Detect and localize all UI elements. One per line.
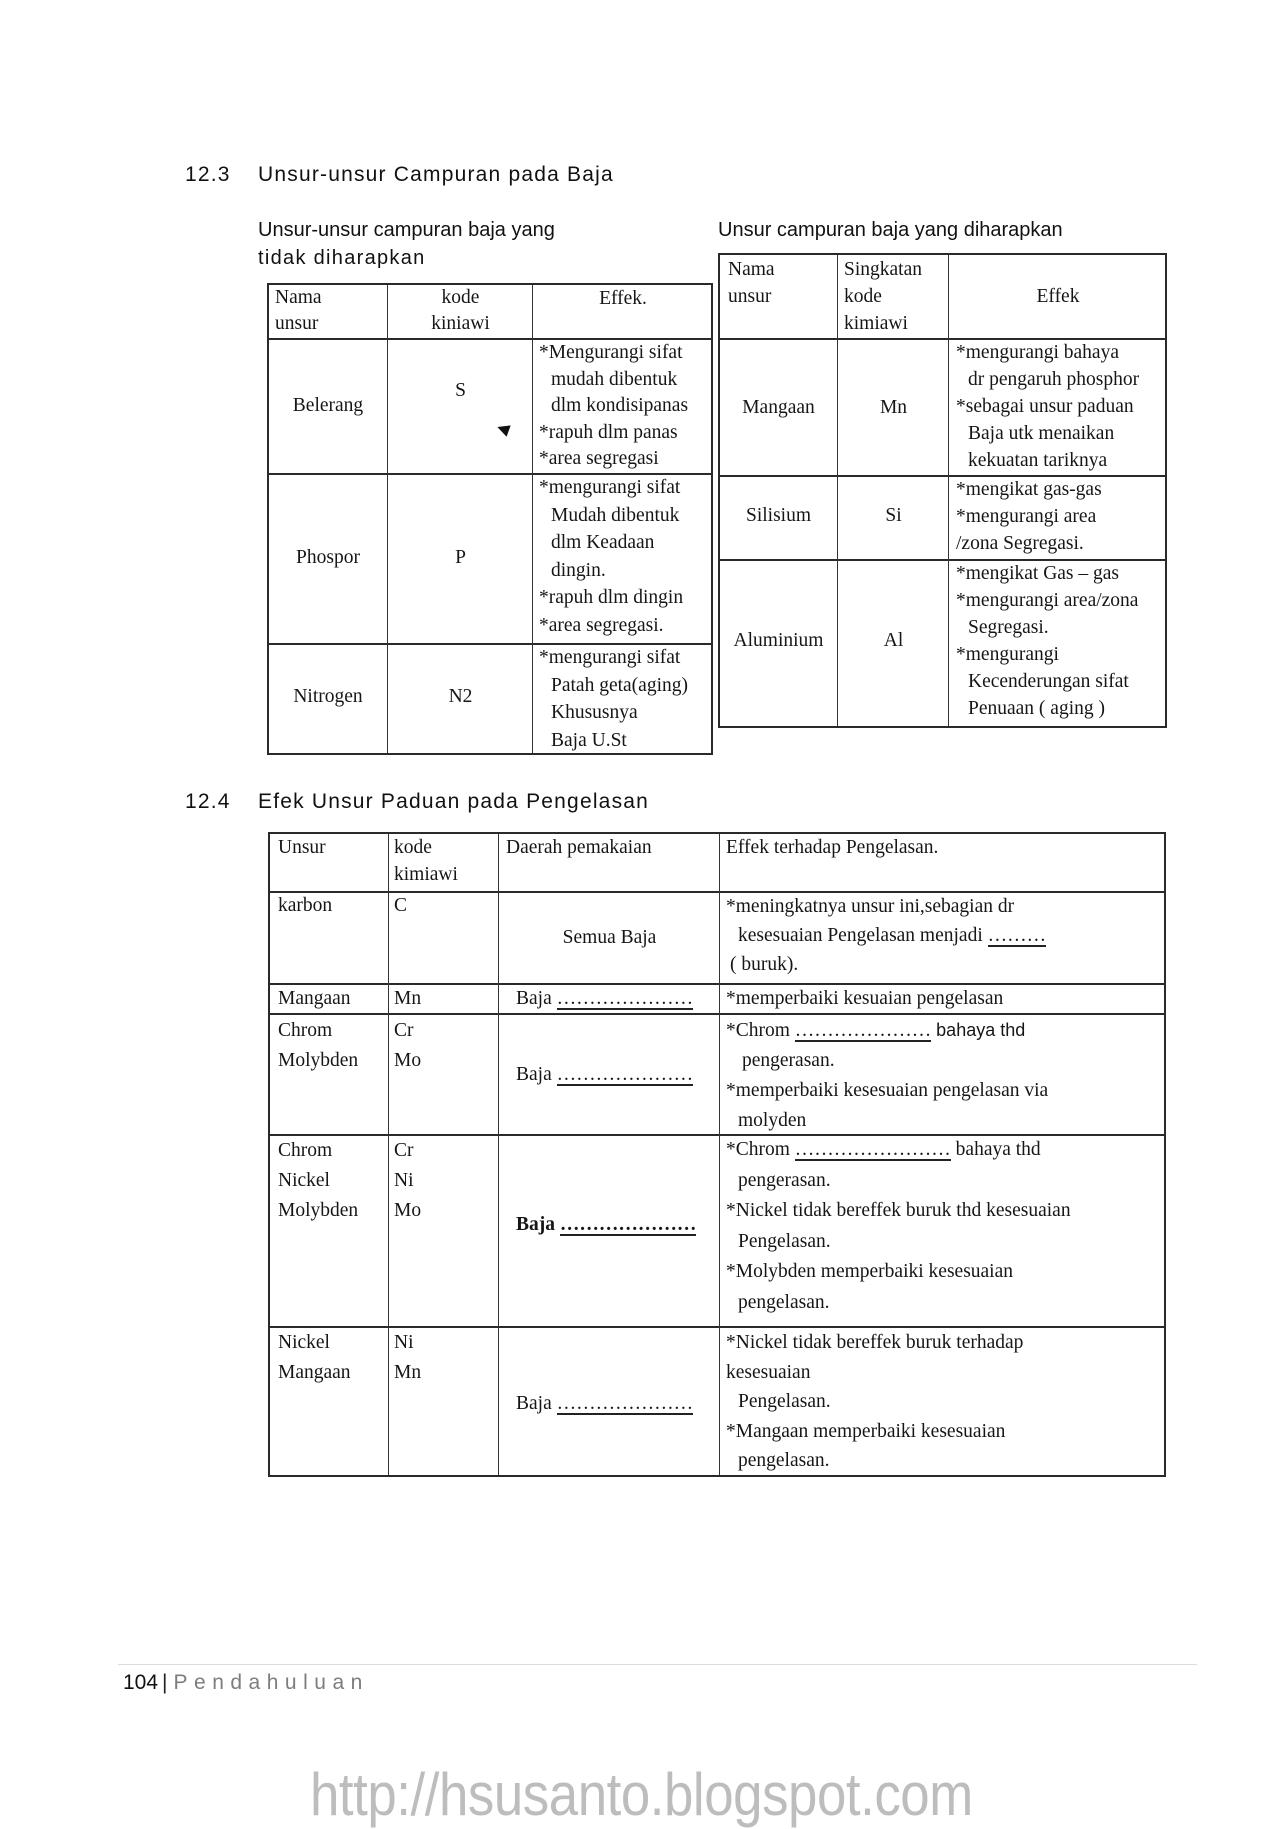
element-name: Silisium bbox=[745, 505, 812, 526]
fill-in-blank: …………………… bbox=[794, 1139, 951, 1160]
footer-divider bbox=[118, 1664, 1197, 1665]
fill-in-blank: ……… bbox=[987, 925, 1047, 946]
section-number-12-3: 12.3 bbox=[185, 163, 231, 186]
table-divider bbox=[498, 834, 499, 1475]
table-welding-effects bbox=[268, 832, 1166, 1477]
header-area: Daerah pemakaian bbox=[506, 837, 652, 858]
usage-area: Baja ………………… bbox=[516, 1214, 697, 1235]
table-divider bbox=[948, 255, 949, 726]
element-names: karbon bbox=[278, 895, 333, 916]
element-code: S bbox=[455, 380, 466, 401]
fill-in-blank: ………………… bbox=[559, 1214, 697, 1235]
element-effects: *mengurangi sifat Mudah dibentuk dlm Keadaan dingin. *rapuh dlm dingin *area segregasi. bbox=[539, 477, 684, 636]
element-effects: *mengurangi sifat Patah geta(aging) Khususnya Baja U.St bbox=[539, 647, 688, 751]
welding-effects: *Chrom …………………… bahaya thd pengerasan. *Nickel tidak bereffek buruk thd kesesuaian Pengelasan. *Molybden memperbaiki kesesuaian pengelasan. bbox=[726, 1139, 1071, 1313]
header-name: Nama unsur bbox=[728, 259, 775, 307]
section-number-12-4: 12.4 bbox=[185, 790, 231, 813]
element-name: Aluminium bbox=[733, 630, 824, 651]
header-code: Singkatan kode kimiawi bbox=[844, 259, 922, 334]
caption-desired: Unsur campuran baja yang diharapkan bbox=[718, 219, 1063, 241]
welding-effects: *Chrom ………………… bahaya thd pengerasan. *memperbaiki kesesuaian pengelasan via molyden bbox=[726, 1020, 1049, 1131]
fill-in-blank: ………………… bbox=[556, 988, 694, 1009]
element-code: Si bbox=[885, 505, 902, 526]
table-divider bbox=[388, 834, 389, 1475]
element-codes: Ni Mn bbox=[394, 1332, 422, 1383]
header-effect: Effek. bbox=[599, 288, 647, 309]
table-undesired-elements bbox=[267, 283, 713, 755]
header-effect: Effek bbox=[1036, 286, 1080, 307]
element-codes: Mn bbox=[394, 988, 422, 1009]
welding-effects: *memperbaiki kesuaian pengelasan bbox=[726, 988, 1004, 1009]
fill-in-blank: ………………… bbox=[556, 1064, 694, 1085]
element-codes: Cr Mo bbox=[394, 1020, 422, 1071]
footer-separator: | bbox=[162, 1671, 168, 1694]
page-number: 104 bbox=[123, 1671, 159, 1694]
chapter-name: Pendahuluan bbox=[173, 1671, 369, 1694]
element-name: Phospor bbox=[296, 547, 360, 568]
section-title-12-3: Unsur-unsur Campuran pada Baja bbox=[258, 163, 614, 186]
welding-effects: *meningkatnya unsur ini,sebagian dr kesesuaian Pengelasan menjadi ……… ( buruk). bbox=[726, 896, 1047, 975]
section-title-12-4: Efek Unsur Paduan pada Pengelasan bbox=[258, 790, 650, 813]
header-code: kode kimiawi bbox=[394, 837, 458, 885]
element-code: Al bbox=[883, 630, 904, 651]
header-name: Nama unsur bbox=[275, 287, 322, 334]
cursor-arrow-icon bbox=[495, 421, 510, 436]
element-code: N2 bbox=[448, 686, 473, 707]
element-effects: *mengikat Gas – gas *mengurangi area/zona Segregasi. *mengurangi Kecenderungan sifat Penuaan ( aging ) bbox=[956, 563, 1139, 719]
fill-in-blank: ………………… bbox=[556, 1393, 694, 1414]
element-code: P bbox=[455, 547, 466, 568]
element-codes: Cr Ni Mo bbox=[394, 1140, 422, 1221]
element-names: Chrom Nickel Molybden bbox=[278, 1140, 359, 1221]
element-effects: *mengikat gas-gas *mengurangi area /zona Segregasi. bbox=[956, 479, 1102, 554]
caption-undesired-line1: Unsur-unsur campuran baja yang bbox=[258, 219, 555, 241]
table-divider bbox=[532, 285, 533, 753]
usage-area: Baja ………………… bbox=[516, 988, 694, 1009]
usage-area: Baja ………………… bbox=[516, 1064, 694, 1085]
table-divider bbox=[387, 285, 388, 753]
welding-effects: *Nickel tidak bereffek buruk terhadap kesesuaian Pengelasan. *Mangaan memperbaiki kesesuaian pengelasan. bbox=[726, 1332, 1024, 1471]
table-desired-elements bbox=[718, 253, 1167, 728]
caption-undesired bbox=[258, 216, 555, 272]
element-codes: C bbox=[394, 895, 408, 916]
table-divider bbox=[837, 255, 838, 726]
element-effects: *mengurangi bahaya dr pengaruh phosphor *sebagai unsur paduan Baja utk menaikan kekuatan tariknya bbox=[956, 342, 1140, 471]
element-code: Mn bbox=[879, 397, 908, 418]
caption-undesired-line2: tidak diharapkan bbox=[258, 247, 426, 269]
page-footer bbox=[123, 1671, 369, 1695]
fill-in-blank: ………………… bbox=[794, 1020, 932, 1041]
element-name: Mangaan bbox=[742, 397, 815, 418]
header-element: Unsur bbox=[278, 837, 326, 858]
element-effects: *Mengurangi sifat mudah dibentuk dlm kondisipanas *rapuh dlm panas *area segregasi bbox=[539, 342, 689, 469]
usage-area: Baja ………………… bbox=[516, 1393, 694, 1414]
element-names: Mangaan bbox=[278, 988, 351, 1009]
element-names: Chrom Molybden bbox=[278, 1020, 359, 1071]
element-names: Nickel Mangaan bbox=[278, 1332, 351, 1383]
element-name: Nitrogen bbox=[293, 686, 363, 707]
usage-area: Semua Baja bbox=[562, 927, 657, 948]
table-divider bbox=[719, 834, 720, 1475]
header-effect: Effek terhadap Pengelasan. bbox=[726, 837, 939, 858]
header-code: kode kiniawi bbox=[431, 287, 490, 334]
watermark-url: http://hsusanto.blogspot.com bbox=[310, 1761, 973, 1828]
element-name: Belerang bbox=[292, 395, 364, 416]
